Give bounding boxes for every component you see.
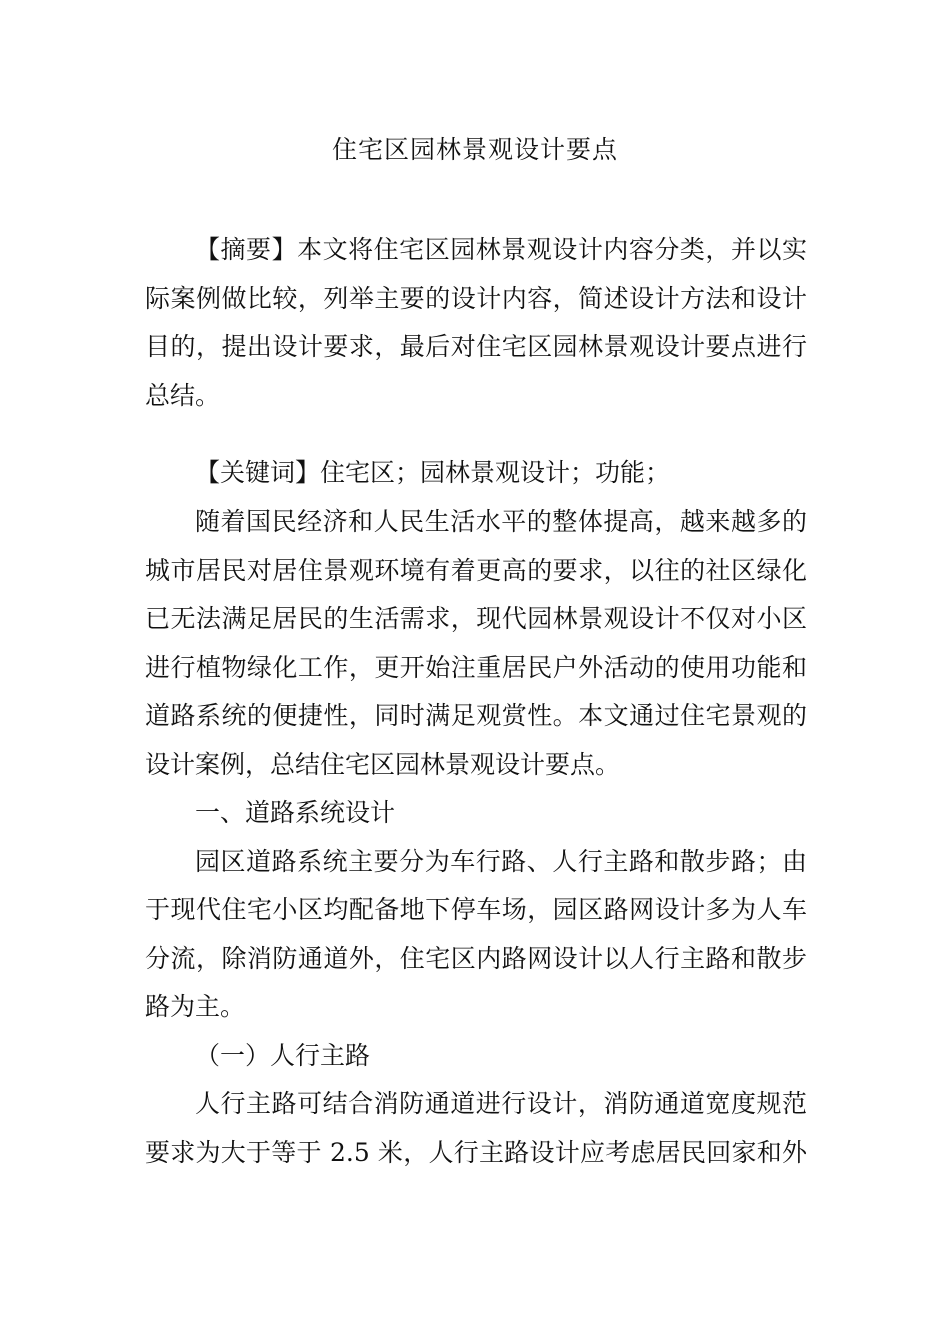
intro-line: 已无法满足居民的生活需求，现代园林景观设计不仅对小区 — [145, 604, 807, 633]
abstract-line: 目的，提出设计要求，最后对住宅区园林景观设计要点进行 — [145, 332, 807, 361]
section1-line: 路为主。 — [145, 992, 246, 1021]
intro-line: 城市居民对居住景观环境有着更高的要求，以往的社区绿化 — [145, 555, 807, 585]
section1-line: 于现代住宅小区均配备地下停车场，园区路网设计多为人车 — [145, 895, 807, 924]
abstract-line: 总结。 — [145, 380, 221, 410]
abstract-line: 【摘要】本文将住宅区园林景观设计内容分类，并以实 — [195, 235, 807, 264]
section-heading: 一、道路系统设计 — [195, 798, 396, 827]
abstract-paragraph — [145, 226, 807, 420]
intro-line: 进行植物绿化工作，更开始注重居民户外活动的使用功能和 — [145, 652, 807, 682]
section1-paragraph — [145, 838, 807, 1032]
subsection1-line: 要求为大于等于 2.5 米，人行主路设计应考虑居民回家和外 — [145, 1137, 807, 1167]
main-body — [145, 498, 807, 1177]
section1-line: 园区道路系统主要分为车行路、人行主路和散步路；由 — [195, 846, 807, 876]
keywords-paragraph — [145, 449, 807, 498]
section1-line: 分流，除消防通道外，住宅区内路网设计以人行主路和散步 — [145, 943, 807, 973]
intro-paragraph — [145, 498, 807, 789]
subsection-heading: （一）人行主路 — [195, 1040, 371, 1070]
intro-line: 道路系统的便捷性，同时满足观赏性。本文通过住宅景观的 — [145, 701, 807, 730]
abstract-line: 际案例做比较，列举主要的设计内容，简述设计方法和设计 — [145, 283, 807, 313]
keywords-line: 【关键词】住宅区；园林景观设计；功能； — [195, 458, 671, 487]
document-title: 住宅区园林景观设计要点 — [331, 135, 618, 164]
subsection1-line: 人行主路可结合消防通道进行设计，消防通道宽度规范 — [195, 1089, 807, 1118]
subsection1-paragraph — [145, 1080, 807, 1177]
intro-line: 随着国民经济和人民生活水平的整体提高，越来越多的 — [195, 507, 807, 536]
intro-line: 设计案例，总结住宅区园林景观设计要点。 — [145, 749, 621, 779]
